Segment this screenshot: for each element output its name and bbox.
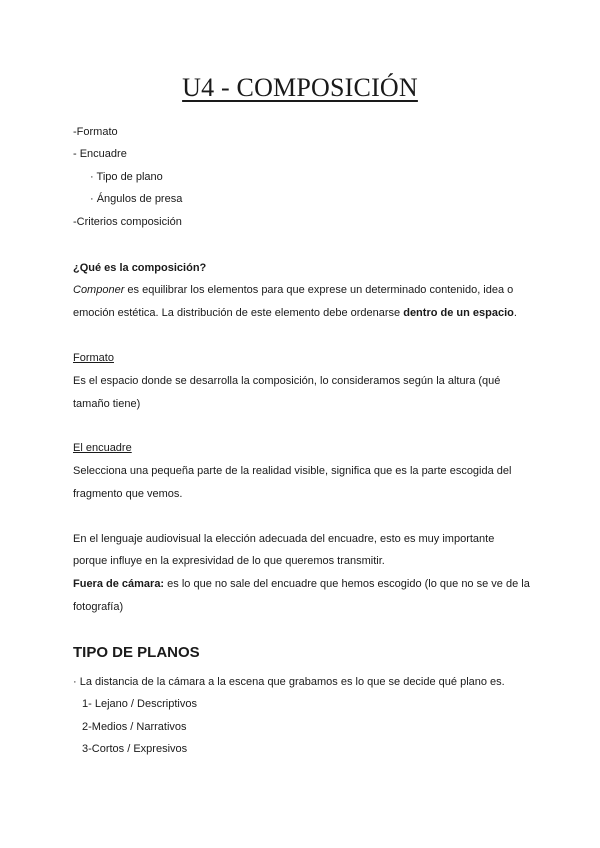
encuadre-text-line: En el lenguaje audiovisual la elección adecuada del encuadre, esto es muy importante — [73, 533, 495, 545]
planos-list-item: 2-Medios / Narrativos — [82, 721, 187, 733]
composicion-text: . — [513, 307, 517, 319]
composicion-heading: ¿Qué es la composición? — [73, 262, 207, 274]
page-title: U4 - COMPOSICIÓN — [182, 73, 418, 102]
encuadre-text-line: fragmento que vemos. — [73, 488, 183, 500]
index-item-formato: -Formato — [73, 126, 118, 138]
index-subitem-tipo-plano: · Tipo de plano — [90, 171, 163, 183]
planos-list-item: 3-Cortos / Expresivos — [82, 743, 188, 755]
fuera-de-camara-line — [73, 577, 530, 591]
composicion-text: es equilibrar los elementos para que exprese un determinado contenido, idea o — [124, 284, 514, 296]
index-item-encuadre: - Encuadre — [73, 148, 127, 160]
encuadre-text-line: fotografía) — [73, 601, 124, 613]
fuera-de-camara-term: Fuera de cámara: — [73, 578, 165, 590]
fuera-de-camara-text: es lo que no sale del encuadre que hemos escogido (lo que no se ve de la — [164, 578, 530, 590]
index-subitem-angulos: · Ángulos de presa — [90, 193, 183, 205]
encuadre-heading: El encuadre — [73, 442, 132, 454]
composicion-paragraph-line — [73, 306, 517, 320]
composicion-text: emoción estética. La distribución de este elemento debe ordenarse — [73, 307, 404, 319]
formato-heading: Formato — [73, 352, 114, 364]
planos-list-item: 1- Lejano / Descriptivos — [82, 698, 197, 710]
planos-intro: · La distancia de la cámara a la escena que grabamos es lo que se decide qué plano es. — [73, 676, 505, 688]
composicion-italic-term: Componer — [73, 284, 125, 296]
index-item-criterios: -Criterios composición — [73, 216, 182, 228]
planos-heading: TIPO DE PLANOS — [73, 644, 200, 661]
composicion-paragraph-line — [73, 283, 513, 297]
formato-text-line: tamaño tiene) — [73, 398, 141, 410]
encuadre-text-line: Selecciona una pequeña parte de la realidad visible, significa que es la parte escogida del — [73, 465, 512, 477]
encuadre-text-line: porque influye en la expresividad de lo que queremos transmitir. — [73, 555, 385, 567]
composicion-bold-term: dentro de un espacio — [403, 307, 514, 319]
formato-text-line: Es el espacio donde se desarrolla la composición, lo consideramos según la altura (qué — [73, 375, 501, 387]
